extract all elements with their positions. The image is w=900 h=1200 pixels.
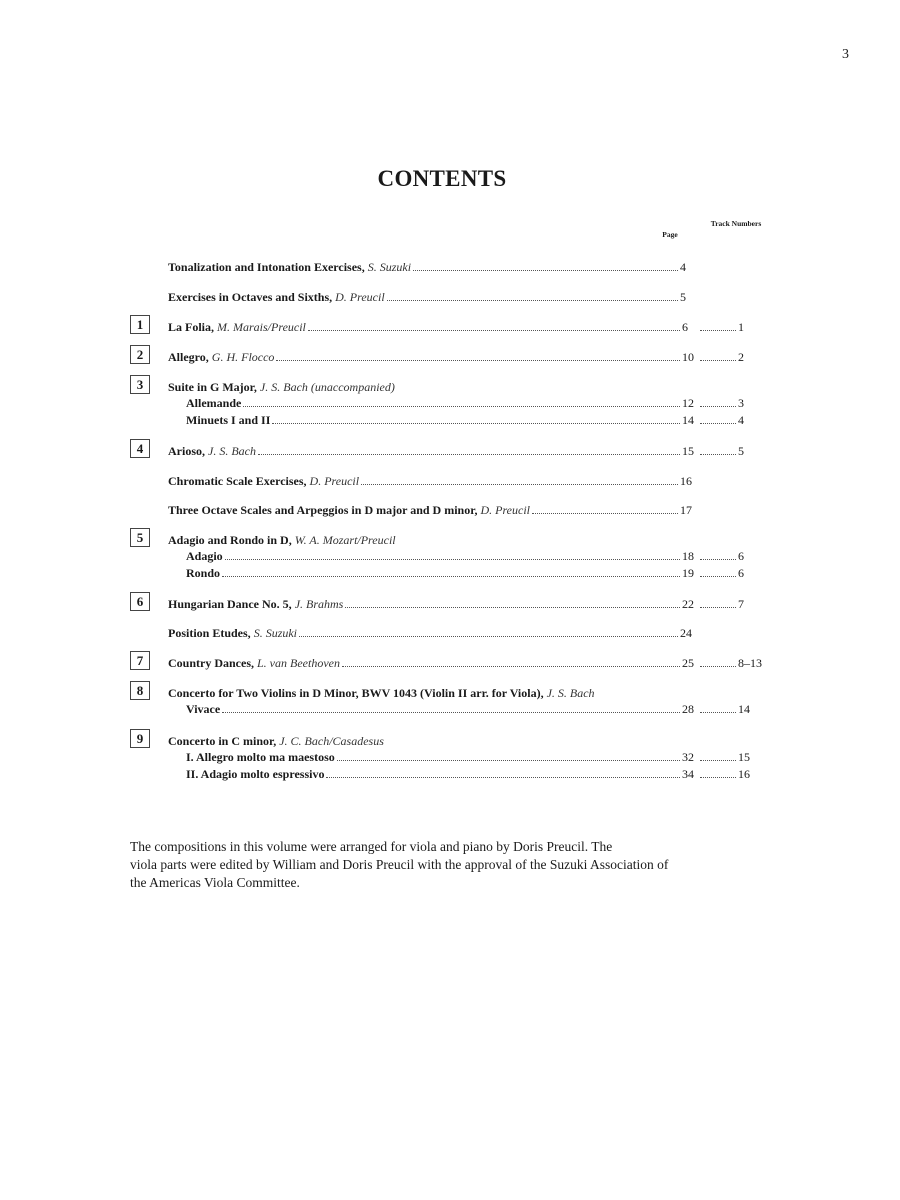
toc-line [168,625,770,641]
arrangement-note [130,838,750,892]
entry-title: Exercises in Octaves and Sixths, [168,290,333,304]
dot-leader [342,666,680,667]
page-ref: 6 [682,320,688,334]
selection-number-box: 7 [130,651,150,670]
selection-number-box: 1 [130,315,150,334]
page-ref: 18 [682,549,694,563]
entry-composer: D. Preucil [309,474,360,488]
entry-composer: S. Suzuki [367,260,412,274]
dot-leader [225,559,680,560]
track-ref: 3 [738,396,744,410]
entry-composer: M. Marais/Preucil [217,320,306,334]
entry-heading [168,685,595,701]
toc-sub-entry [186,749,770,765]
entry-title: Adagio and Rondo in D, [168,533,292,547]
sub-entry-title: Allemande [186,396,242,410]
dot-leader [361,484,678,485]
entry-composer: J. S. Bach [546,686,595,700]
dot-leader [345,607,680,608]
page-ref: 28 [682,702,694,716]
sub-entry-title: II. Adagio molto espressivo [186,767,325,781]
dot-leader [299,636,678,637]
toc-line [168,443,770,459]
entry-composer: D. Preucil [480,503,530,517]
page-ref: 19 [682,566,694,580]
selection-number-box: 9 [130,729,150,748]
page-ref: 22 [682,597,694,611]
sub-entry-title: Vivace [186,702,221,716]
entry-label [168,625,297,641]
dot-leader [308,330,680,331]
toc-sub-entry [186,395,770,411]
toc-line [168,349,770,365]
track-ref: 7 [738,597,744,611]
entry-label [168,259,411,275]
entry-label [168,349,274,365]
track-ref: 1 [738,320,744,334]
toc-line [168,473,770,489]
track-ref: 6 [738,549,744,563]
entry-composer: G. H. Flocco [211,350,275,364]
dot-leader [700,559,736,560]
toc-line [168,259,770,275]
dot-leader [700,360,736,361]
dot-leader [272,423,680,424]
entry-label [168,319,306,335]
track-ref: 8–13 [738,656,762,670]
dot-leader [700,406,736,407]
sub-entry-title: Adagio [186,549,223,563]
entry-label [168,655,340,671]
page-ref: 34 [682,767,694,781]
entry-label [168,289,385,305]
track-ref: 5 [738,444,744,458]
entry-label [168,502,530,518]
entry-title: Concerto in C minor, [168,734,277,748]
entry-heading [168,379,395,395]
dot-leader [532,513,678,514]
page-ref: 15 [682,444,694,458]
page-ref: 25 [682,656,694,670]
entry-heading [168,532,396,548]
page-ref: 16 [680,474,692,488]
toc-line [168,289,770,305]
page-ref: 12 [682,396,694,410]
entry-title: Arioso, [168,444,205,458]
entry-title: Suite in G Major, [168,380,257,394]
entry-title: Hungarian Dance No. 5, [168,597,292,611]
dot-leader [326,777,680,778]
selection-number-box: 3 [130,375,150,394]
column-header-page: Page [662,230,678,239]
page-ref: 14 [682,413,694,427]
entry-composer: L. van Beethoven [257,656,340,670]
page-number: 3 [842,47,849,62]
dot-leader [413,270,678,271]
entry-title: Chromatic Scale Exercises, [168,474,307,488]
toc-sub-entry [186,565,770,581]
toc-line [168,596,770,612]
toc-sub-entry [186,766,770,782]
track-ref: 15 [738,750,750,764]
track-ref: 2 [738,350,744,364]
entry-composer: J. S. Bach [208,444,256,458]
toc-sub-entry [186,701,770,717]
entry-heading [168,733,384,749]
entry-title: Position Etudes, [168,626,251,640]
track-ref: 4 [738,413,744,427]
page-ref: 32 [682,750,694,764]
entry-title: Concerto for Two Violins in D Minor, BWV 1043 (Violin II arr. for Viola), [168,686,544,700]
selection-number-box: 8 [130,681,150,700]
entry-composer: J. Brahms [294,597,344,611]
column-header-track: Track Numbers [710,219,762,228]
dot-leader [243,406,680,407]
dot-leader [700,777,736,778]
track-ref: 6 [738,566,744,580]
page-ref: 24 [680,626,692,640]
sub-entry-title: Minuets I and II [186,413,271,427]
entry-title: Tonalization and Intonation Exercises, [168,260,365,274]
selection-number-box: 6 [130,592,150,611]
selection-number-box: 4 [130,439,150,458]
entry-composer: J. C. Bach/Casadesus [279,734,384,748]
entry-title: Three Octave Scales and Arpeggios in D major and D minor, [168,503,478,517]
page-ref: 17 [680,503,692,517]
dot-leader [700,607,736,608]
track-ref: 16 [738,767,750,781]
selection-number-box: 5 [130,528,150,547]
dot-leader [276,360,680,361]
entry-composer: W. A. Mozart/Preucil [294,533,396,547]
dot-leader [700,712,736,713]
entry-composer: D. Preucil [335,290,385,304]
toc-line [168,502,770,518]
page-title: CONTENTS [377,166,507,191]
note-line: The compositions in this volume were arranged for viola and piano by Doris Preucil. The [130,839,613,854]
entry-label [168,473,359,489]
dot-leader [700,666,736,667]
selection-number-box: 2 [130,345,150,364]
entry-label [168,443,256,459]
page-ref: 5 [680,290,686,304]
sub-entry-title: Rondo [186,566,221,580]
entry-composer: S. Suzuki [253,626,298,640]
page-ref: 10 [682,350,694,364]
page-ref: 4 [680,260,686,274]
dot-leader [700,454,736,455]
toc-sub-entry [186,548,770,564]
entry-title: La Folia, [168,320,215,334]
dot-leader [222,576,680,577]
dot-leader [700,423,736,424]
toc-line [168,655,770,671]
toc-sub-entry [186,412,770,428]
dot-leader [700,576,736,577]
dot-leader [700,760,736,761]
note-line: the Americas Viola Committee. [130,875,300,890]
dot-leader [222,712,680,713]
dot-leader [700,330,736,331]
dot-leader [258,454,680,455]
sub-entry-title: I. Allegro molto ma maestoso [186,750,335,764]
toc-line [168,319,770,335]
entry-title: Country Dances, [168,656,254,670]
entry-composer: J. S. Bach (unaccompanied) [259,380,395,394]
entry-title: Allegro, [168,350,209,364]
entry-label [168,596,343,612]
dot-leader [337,760,680,761]
track-ref: 14 [738,702,750,716]
dot-leader [387,300,678,301]
note-line: viola parts were edited by William and Doris Preucil with the approval of the Suzuki Association of [130,857,669,872]
